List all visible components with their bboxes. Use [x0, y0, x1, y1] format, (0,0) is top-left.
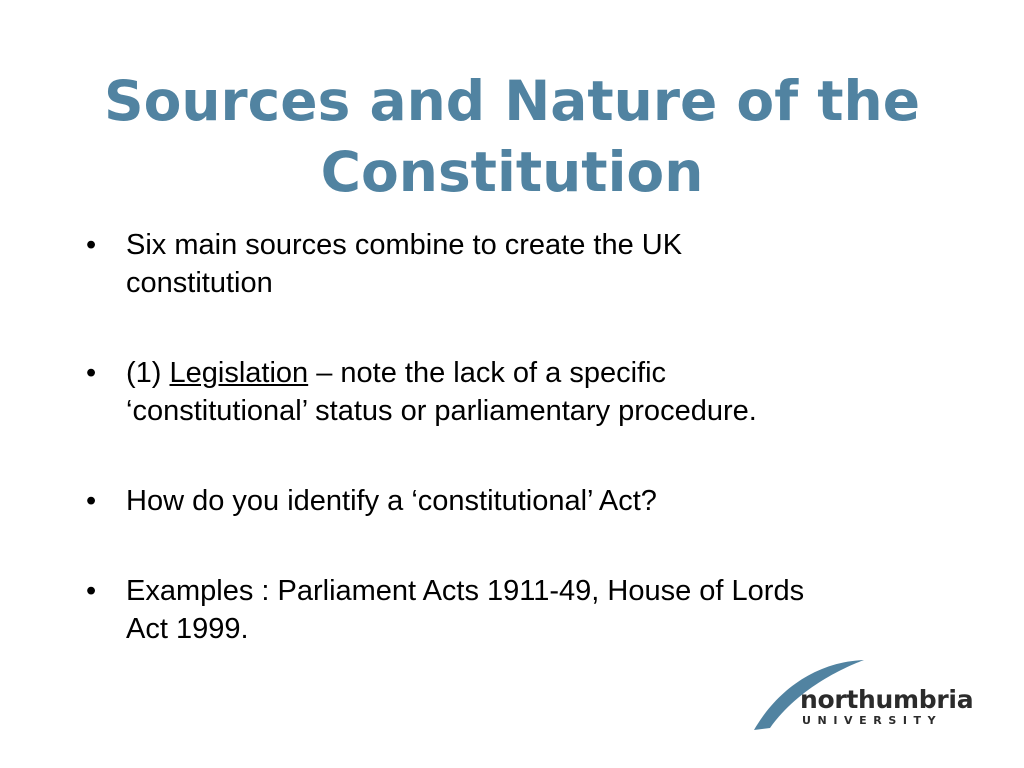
bullet-item	[86, 226, 966, 302]
bullet-point-icon: •	[86, 357, 97, 389]
bullet-text: Examples : Parliament Acts 1911-49, House of Lords	[126, 575, 805, 607]
logo-name-text: northumbria	[800, 685, 974, 714]
bullet-item	[86, 482, 966, 520]
northumbria-logo	[748, 648, 974, 738]
bullet-text-continued: constitution	[126, 267, 273, 299]
bullet-list	[86, 226, 966, 648]
bullet-text: – note the lack of a specific	[308, 357, 667, 389]
bullet-item	[86, 354, 966, 430]
bullet-text: How do you identify a ‘constitutional’ Act?	[126, 485, 657, 517]
slide-title-line-1: Sources and Nature of the	[103, 69, 921, 133]
logo-university-text: UNIVERSITY	[802, 714, 943, 727]
legislation-term: Legislation	[169, 357, 309, 389]
bullet-text-continued: Act 1999.	[126, 613, 249, 645]
slide-title-line-2: Constitution	[320, 140, 704, 204]
bullet-prefix: (1)	[126, 357, 170, 389]
bullet-text-continued: ‘constitutional’ status or parliamentary procedure.	[126, 395, 757, 427]
bullet-point-icon: •	[86, 229, 97, 261]
bullet-point-icon: •	[86, 575, 97, 607]
bullet-item	[86, 572, 966, 648]
bullet-text: Six main sources combine to create the UK	[126, 229, 683, 261]
slide-title	[60, 66, 964, 208]
bullet-point-icon: •	[86, 485, 97, 517]
